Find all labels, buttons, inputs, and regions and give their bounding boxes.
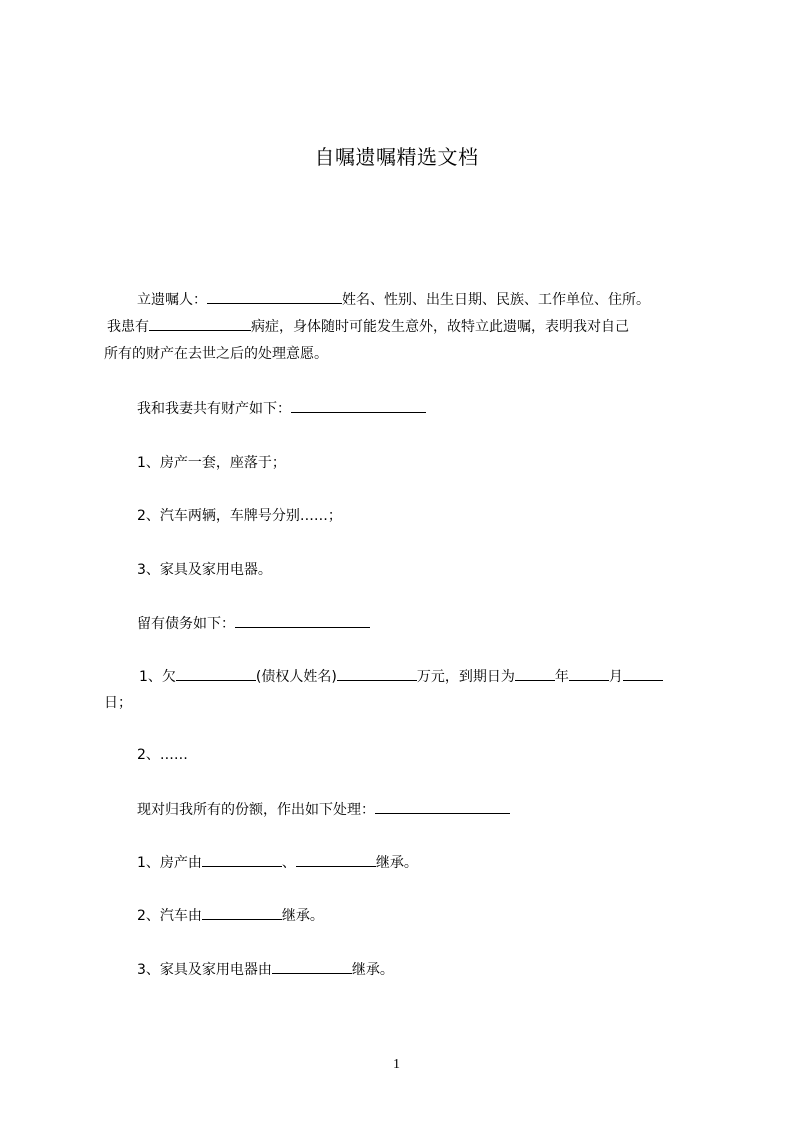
debt-day-blank[interactable] (623, 666, 663, 681)
debt-item-2: 2、…… (137, 747, 188, 763)
debt-amount-label: 万元，到期日为 (416, 669, 515, 685)
illness-prefix: 我患有 (107, 319, 149, 335)
debt-item-1 (139, 666, 663, 688)
property-item-2: 2、汽车两辆，车牌号分别……； (137, 508, 342, 524)
testator-fields: 姓名、性别、出生日期、民族、工作单位、住所。 (342, 292, 650, 308)
illness-line (107, 316, 629, 338)
debt-year-label: 年 (554, 669, 569, 685)
disposition-item-1-suffix: 继承。 (375, 855, 418, 871)
debt-month-blank[interactable] (569, 666, 609, 681)
disposition-item-3-prefix: 3、家具及家用电器由 (137, 962, 272, 978)
disposition-item-2-prefix: 2、汽车由 (137, 908, 202, 924)
debt-year-blank[interactable] (515, 666, 555, 681)
debt-creditor-label: (债权人姓名) (255, 669, 337, 685)
debt-amount-blank-2[interactable] (337, 666, 417, 681)
illness-suffix: 病症，身体随时可能发生意外，故特立此遗嘱，表明我对自己 (251, 319, 629, 335)
debt-item-1-prefix: 1、欠 (139, 669, 176, 685)
disposition-item-1-sep: 、 (281, 855, 296, 871)
disposition-item-1 (137, 852, 418, 874)
disposition-item-3-suffix: 继承。 (351, 962, 394, 978)
testator-name-blank[interactable] (207, 289, 342, 304)
debt-item-1-day: 日； (104, 695, 132, 711)
testator-label: 立遗嘱人： (137, 292, 207, 308)
property-item-1: 1、房产一套，座落于； (137, 455, 286, 471)
page-number: 1 (393, 1057, 400, 1072)
shared-property-blank[interactable] (291, 398, 426, 413)
heir-blank-2[interactable] (296, 852, 376, 867)
debts-heading (137, 613, 370, 635)
disposition-blank[interactable] (375, 799, 510, 814)
debt-amount-blank-1[interactable] (176, 666, 256, 681)
illness-blank[interactable] (149, 316, 251, 331)
disposition-label: 现对归我所有的份额，作出如下处理： (137, 802, 375, 818)
heir-blank-4[interactable] (272, 959, 352, 974)
heir-blank-1[interactable] (202, 852, 282, 867)
disposition-item-2-suffix: 继承。 (281, 908, 324, 924)
disposition-item-2 (137, 905, 324, 927)
document-title: 自嘱遗嘱精选文档 (314, 145, 479, 169)
testator-line (137, 289, 650, 311)
property-item-3: 3、家具及家用电器。 (137, 562, 272, 578)
disposition-item-3 (137, 959, 394, 981)
shared-property-heading (137, 398, 426, 420)
debts-label: 留有债务如下： (137, 616, 235, 632)
testator-continuation: 所有的财产在去世之后的处理意愿。 (104, 346, 328, 362)
debts-blank[interactable] (235, 613, 370, 628)
shared-property-label: 我和我妻共有财产如下： (137, 401, 291, 417)
debt-month-label: 月 (608, 669, 623, 685)
disposition-heading (137, 799, 510, 821)
disposition-item-1-prefix: 1、房产由 (137, 855, 202, 871)
heir-blank-3[interactable] (202, 905, 282, 920)
